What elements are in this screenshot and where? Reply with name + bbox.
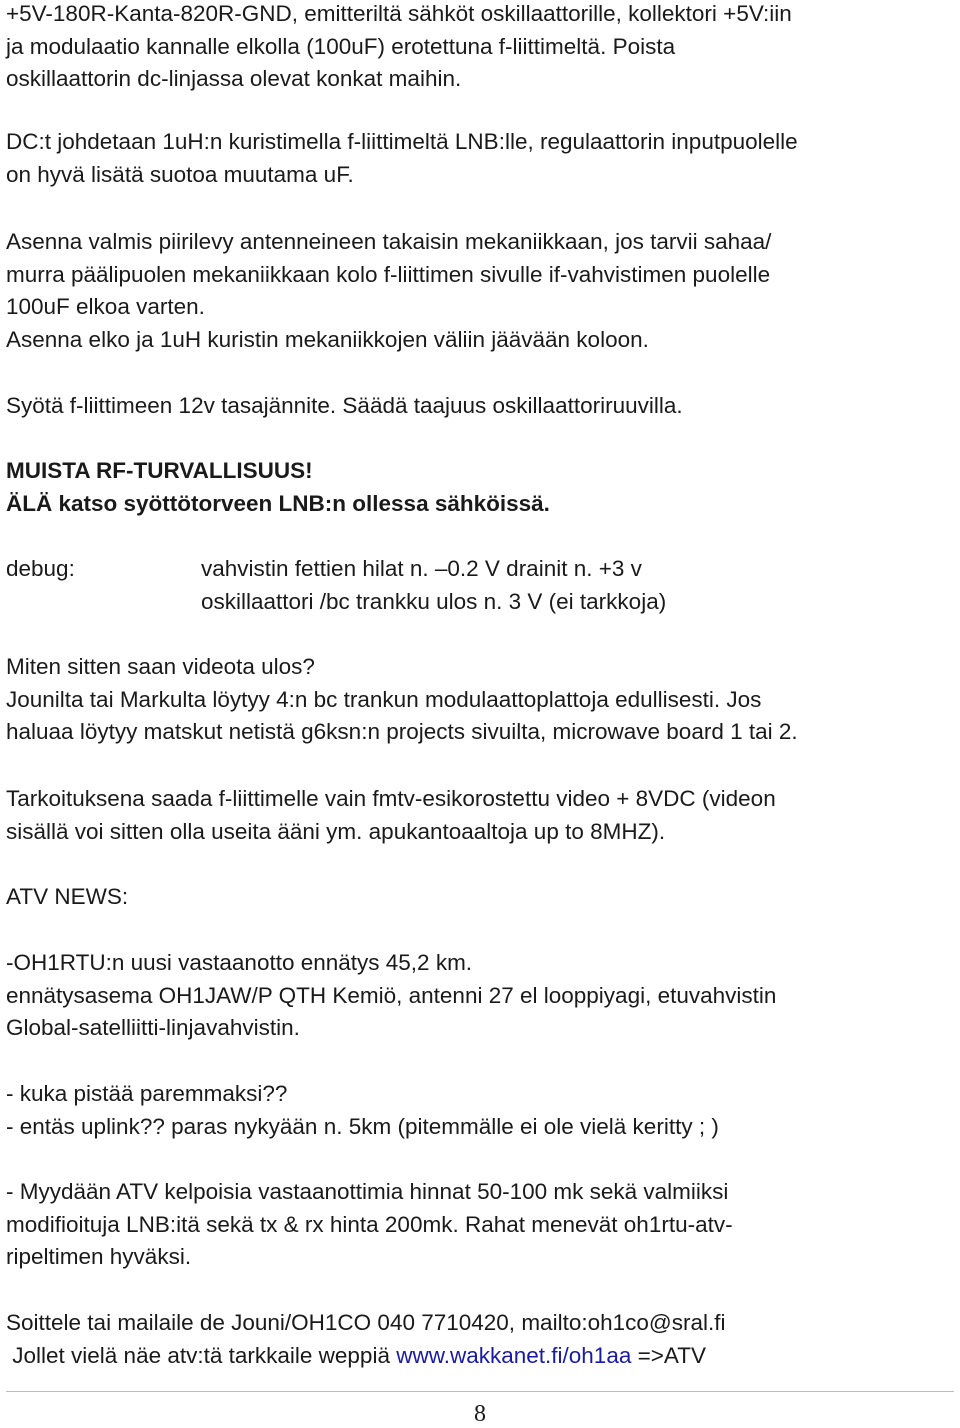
news-heading (6, 881, 958, 914)
dc-paragraph (6, 126, 958, 191)
text-line: on hyvä lisätä suotoa muutama uF. (6, 161, 354, 187)
page-number: 8 (474, 1401, 486, 1427)
intro-paragraph (6, 0, 958, 96)
supply-paragraph (6, 390, 958, 423)
warning-heading: MUISTA RF-TURVALLISUUS! (6, 458, 313, 483)
text-line: - entäs uplink?? paras nykyään n. 5km (pitemmälle ei ole vielä keritty ; ) (6, 1113, 719, 1139)
news-record-paragraph (6, 947, 958, 1045)
contact-line (6, 1340, 958, 1373)
text-line: - Myydään ATV kelpoisia vastaanottimia hinnat 50-100 mk sekä valmiiksi (6, 1179, 729, 1204)
debug-line: vahvistin fettien hilat n. –0.2 V drainit n. +3 v (201, 556, 642, 581)
text-line: Asenna elko ja 1uH kuristin mekaniikkojen väliin jäävään koloon. (6, 327, 649, 353)
text-line: sisällä voi sitten olla useita ääni ym. apukantoaaltoja up to 8MHZ). (6, 818, 666, 844)
debug-label: debug: (6, 556, 75, 581)
debug-line: oskillaattori /bc trankku ulos n. 3 V (ei tarkkoja) (201, 588, 667, 614)
text-line: DC:t johdetaan 1uH:n kuristimella f-liittimeltä LNB:lle, regulaattorin inputpuolelle (6, 129, 798, 154)
news-sale-paragraph (6, 1176, 958, 1274)
contact-suffix: =>ATV (631, 1342, 706, 1368)
text-line: Tarkoituksena saada f-liittimelle vain fmtv-esikorostettu video + 8VDC (videon (6, 786, 776, 811)
text-line: Miten sitten saan videota ulos? (6, 654, 315, 679)
text-line: Asenna valmis piirilevy antenneineen takaisin mekaniikkaan, jos tarvii sahaa/ (6, 229, 772, 254)
warning-text: ÄLÄ katso syöttötorveen LNB:n ollessa sähköissä. (6, 490, 550, 516)
text-line: modifioituja LNB:itä sekä tx & rx hinta 200mk. Rahat menevät oh1rtu-atv- (6, 1211, 733, 1237)
text-line: 100uF elkoa varten. (6, 294, 205, 320)
text-line: oskillaattorin dc-linjassa olevat konkat maihin. (6, 66, 462, 92)
news-questions-paragraph (6, 1078, 958, 1143)
safety-warning (6, 455, 958, 520)
contact-prefix: Jollet vielä näe atv:tä tarkkaile weppiä (6, 1342, 397, 1368)
text-line: -OH1RTU:n uusi vastaanotto ennätys 45,2 km. (6, 950, 473, 975)
text-line: haluaa löytyy matskut netistä g6ksn:n projects sivuilta, microwave board 1 tai 2. (6, 719, 798, 745)
contact-line: Soittele tai mailaile de Jouni/OH1CO 040 7710420, mailto:oh1co@sral.fi (6, 1310, 726, 1335)
debug-values (201, 553, 666, 618)
text-line: +5V-180R-Kanta-820R-GND, emitteriltä sähköt oskillaattorille, kollektori +5V:iin (6, 1, 792, 26)
text-line: Jounilta tai Markulta löytyy 4:n bc trankun modulaattoplattoja edullisesti. Jos (6, 686, 762, 712)
contact-paragraph (6, 1307, 958, 1372)
video-paragraph (6, 651, 958, 749)
text-line: - kuka pistää paremmaksi?? (6, 1081, 288, 1106)
text-line: Global-satelliitti-linjavahvistin. (6, 1015, 300, 1041)
text-line: ja modulaatio kannalle elkolla (100uF) erotettuna f-liittimeltä. Poista (6, 33, 676, 59)
text-line: Syötä f-liittimeen 12v tasajännite. Säädä taajuus oskillaattoriruuvilla. (6, 393, 683, 418)
debug-section (6, 553, 958, 619)
website-link[interactable]: www.wakkanet.fi/oh1aa (396, 1342, 632, 1368)
assembly-paragraph (6, 226, 958, 357)
text-line: ripeltimen hyväksi. (6, 1244, 192, 1270)
text-line: murra päälipuolen mekaniikkaan kolo f-liittimen sivulle if-vahvistimen puolelle (6, 261, 771, 287)
footer-divider (6, 1391, 954, 1392)
section-heading: ATV NEWS: (6, 884, 129, 909)
purpose-paragraph (6, 783, 958, 848)
text-line: ennätysasema OH1JAW/P QTH Kemiö, antenni 27 el looppiyagi, etuvahvistin (6, 982, 777, 1008)
